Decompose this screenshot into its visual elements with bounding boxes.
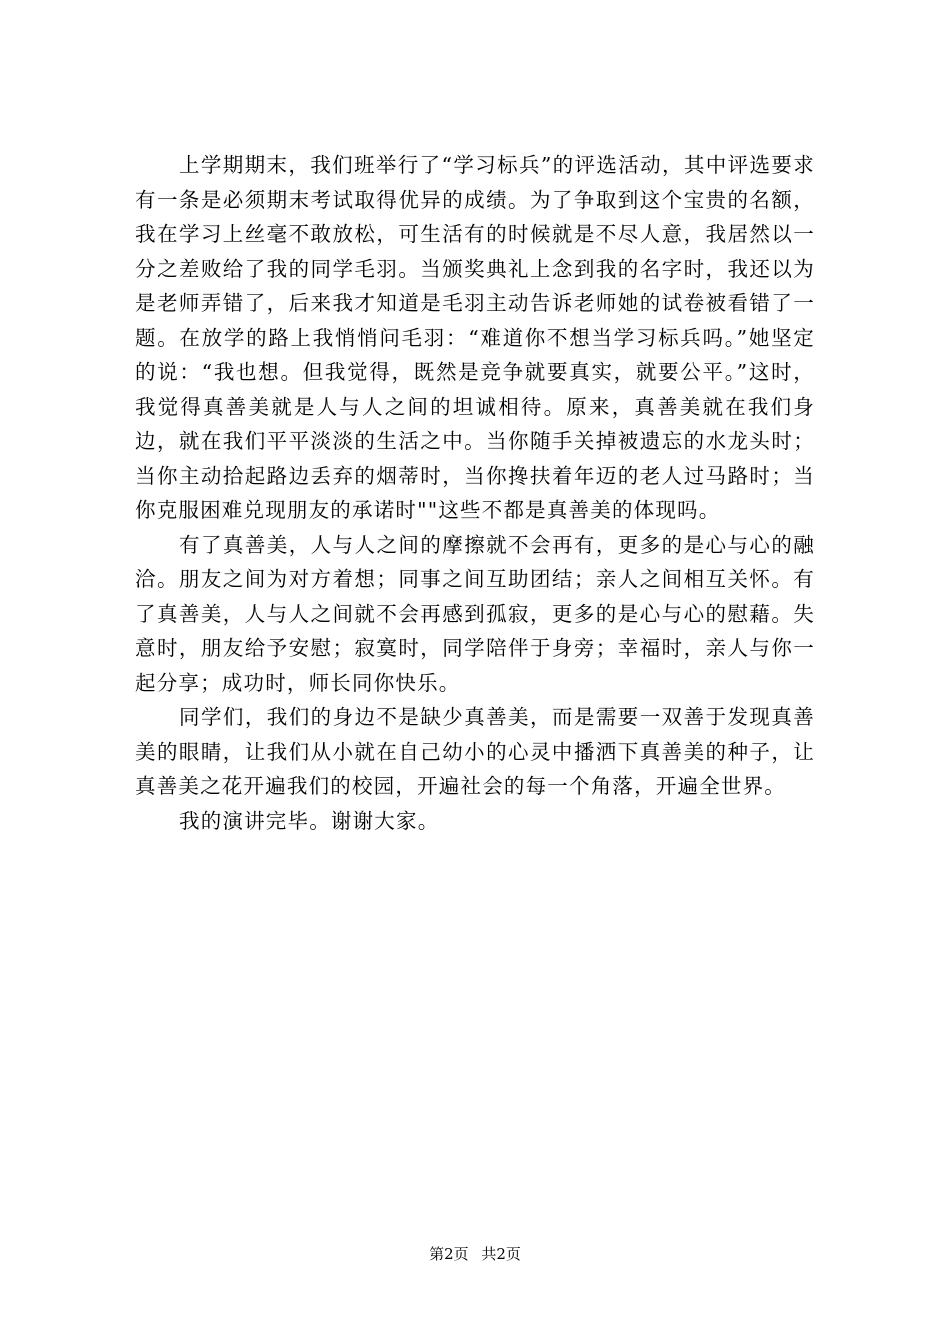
page-footer [0,1244,950,1264]
document-body [135,148,815,838]
paragraph-3: 同学们，我们的身边不是缺少真善美，而是需要一双善于发现真善美的眼睛，让我们从小就在自己幼小的心灵中播洒下真善美的种子，让真善美之花开遍我们的校园，开遍社会的每一个角落，开遍全世界。 [135,705,815,798]
paragraph-2: 有了真善美，人与人之间的摩擦就不会再有，更多的是心与心的融洽。朋友之间为对方着想；同事之间互助团结；亲人之间相互关怀。有了真善美，人与人之间就不会再感到孤寂，更多的是心与心的慰藉。失意时，朋友给予安慰；寂寞时，同学陪伴于身旁；幸福时，亲人与你一起分享；成功时，师长同你快乐。 [135,532,815,695]
page-total: 共2页 [481,1245,521,1263]
paragraph-4: 我的演讲完毕。谢谢大家。 [179,808,440,833]
page-number: 第2页 [429,1245,469,1263]
paragraph-1: 上学期期末，我们班举行了“学习标兵”的评选活动，其中评选要求有一条是必须期末考试取得优异的成绩。为了争取到这个宝贵的名额，我在学习上丝毫不敢放松，可生活有的时候就是不尽人意，我居然以一分之差败给了我的同学毛羽。当颁奖典礼上念到我的名字时，我还以为是老师弄错了，后来我才知道是毛羽主动告诉老师她的试卷被看错了一题。在放学的路上我悄悄问毛羽：“难道你不想当学习标兵吗。”她坚定的说：“我也想。但我觉得，既然是竞争就要真实，就要公平。”这时，我觉得真善美就是人与人之间的坦诚相待。原来，真善美就在我们身边，就在我们平平淡淡的生活之中。当你随手关掉被遗忘的水龙头时；当你主动拾起路边丢弃的烟蒂时，当你搀扶着年迈的老人过马路时；当你克服困难兑现朋友的承诺时""这些不都是真善美的体现吗。 [135,153,815,522]
